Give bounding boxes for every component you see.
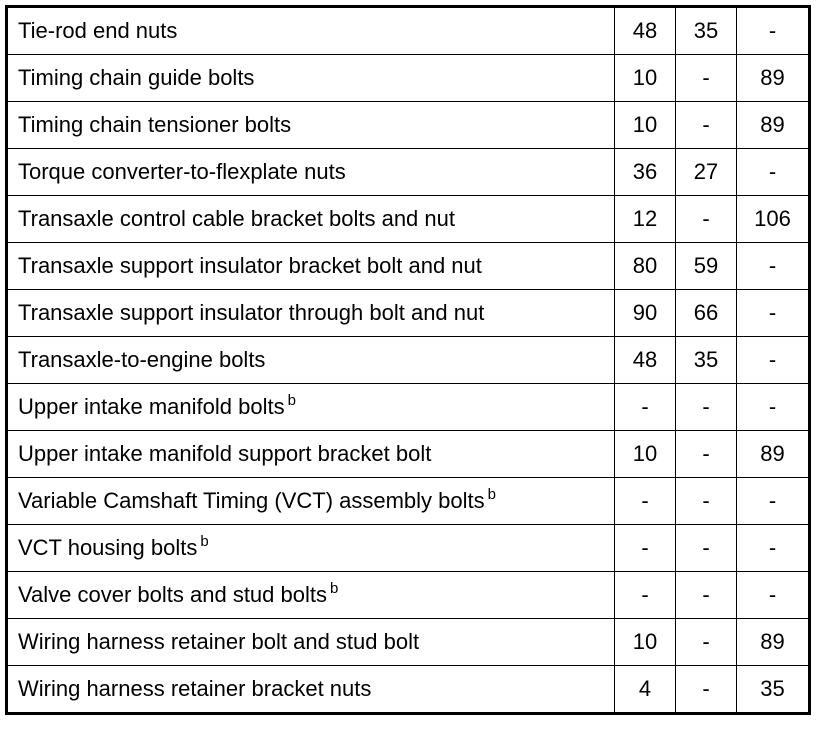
torque-ft-lbs-cell: -	[676, 478, 737, 525]
torque-in-lbs-cell: 89	[737, 55, 810, 102]
table-row	[7, 55, 810, 102]
table-row	[7, 431, 810, 478]
torque-in-lbs-cell: 89	[737, 102, 810, 149]
component-description-cell	[7, 196, 615, 243]
table-row	[7, 572, 810, 619]
table-row	[7, 478, 810, 525]
table-row	[7, 619, 810, 666]
torque-nm-cell: 48	[615, 7, 676, 55]
torque-ft-lbs-cell: 27	[676, 149, 737, 196]
component-description-text: VCT housing bolts	[18, 535, 198, 560]
torque-nm-cell: 10	[615, 55, 676, 102]
torque-in-lbs-cell: -	[737, 149, 810, 196]
footnote-marker: b	[487, 486, 496, 503]
component-description-text: Transaxle support insulator bracket bolt and nut	[18, 253, 482, 278]
torque-in-lbs-cell: -	[737, 525, 810, 572]
torque-ft-lbs-cell: 35	[676, 7, 737, 55]
torque-ft-lbs-cell: -	[676, 619, 737, 666]
component-description-cell	[7, 478, 615, 525]
table-row	[7, 525, 810, 572]
torque-nm-cell: 48	[615, 337, 676, 384]
torque-nm-cell: 10	[615, 619, 676, 666]
table-row	[7, 243, 810, 290]
component-description-cell	[7, 431, 615, 478]
table-row	[7, 290, 810, 337]
torque-ft-lbs-cell: 66	[676, 290, 737, 337]
footnote-marker: b	[330, 580, 339, 597]
torque-in-lbs-cell: -	[737, 290, 810, 337]
torque-nm-cell: 80	[615, 243, 676, 290]
component-description-text: Tie-rod end nuts	[18, 18, 178, 43]
component-description-text: Timing chain tensioner bolts	[18, 112, 292, 137]
torque-nm-cell: 10	[615, 102, 676, 149]
torque-ft-lbs-cell: -	[676, 196, 737, 243]
table-row	[7, 666, 810, 714]
component-description-text: Wiring harness retainer bolt and stud bolt	[18, 629, 420, 654]
component-description-cell	[7, 666, 615, 714]
component-description-cell	[7, 7, 615, 55]
torque-nm-cell: 36	[615, 149, 676, 196]
torque-nm-cell: -	[615, 525, 676, 572]
torque-nm-cell: -	[615, 572, 676, 619]
table-row	[7, 149, 810, 196]
torque-ft-lbs-cell: -	[676, 384, 737, 431]
torque-ft-lbs-cell: -	[676, 431, 737, 478]
component-description-cell	[7, 149, 615, 196]
footnote-marker: b	[200, 533, 209, 550]
component-description-cell	[7, 525, 615, 572]
torque-ft-lbs-cell: 59	[676, 243, 737, 290]
component-description-text: Transaxle support insulator through bolt and nut	[18, 300, 485, 325]
component-description-text: Transaxle-to-engine bolts	[18, 347, 266, 372]
component-description-cell	[7, 55, 615, 102]
component-description-text: Transaxle control cable bracket bolts and nut	[18, 206, 455, 231]
torque-in-lbs-cell: 106	[737, 196, 810, 243]
torque-ft-lbs-cell: -	[676, 666, 737, 714]
component-description-cell	[7, 619, 615, 666]
torque-nm-cell: -	[615, 478, 676, 525]
torque-in-lbs-cell: -	[737, 7, 810, 55]
torque-spec-table-body	[7, 7, 810, 714]
torque-ft-lbs-cell: -	[676, 525, 737, 572]
component-description-text: Valve cover bolts and stud bolts	[18, 582, 327, 607]
component-description-cell	[7, 243, 615, 290]
table-row	[7, 337, 810, 384]
torque-nm-cell: 12	[615, 196, 676, 243]
table-row	[7, 196, 810, 243]
torque-ft-lbs-cell: -	[676, 102, 737, 149]
table-row	[7, 7, 810, 55]
component-description-cell	[7, 337, 615, 384]
torque-nm-cell: 4	[615, 666, 676, 714]
table-row	[7, 384, 810, 431]
component-description-text: Timing chain guide bolts	[18, 65, 255, 90]
component-description-cell	[7, 290, 615, 337]
torque-spec-table	[5, 5, 811, 715]
torque-in-lbs-cell: 89	[737, 431, 810, 478]
component-description-text: Variable Camshaft Timing (VCT) assembly bolts	[18, 488, 485, 513]
torque-in-lbs-cell: -	[737, 572, 810, 619]
torque-ft-lbs-cell: 35	[676, 337, 737, 384]
torque-in-lbs-cell: -	[737, 384, 810, 431]
table-row	[7, 102, 810, 149]
component-description-text: Torque converter-to-flexplate nuts	[18, 159, 346, 184]
component-description-cell	[7, 384, 615, 431]
component-description-text: Wiring harness retainer bracket nuts	[18, 676, 372, 701]
component-description-text: Upper intake manifold support bracket bolt	[18, 441, 432, 466]
torque-ft-lbs-cell: -	[676, 55, 737, 102]
torque-in-lbs-cell: 89	[737, 619, 810, 666]
torque-ft-lbs-cell: -	[676, 572, 737, 619]
torque-in-lbs-cell: 35	[737, 666, 810, 714]
torque-in-lbs-cell: -	[737, 337, 810, 384]
torque-nm-cell: -	[615, 384, 676, 431]
torque-in-lbs-cell: -	[737, 478, 810, 525]
torque-nm-cell: 90	[615, 290, 676, 337]
footnote-marker: b	[287, 392, 296, 409]
torque-nm-cell: 10	[615, 431, 676, 478]
component-description-cell	[7, 572, 615, 619]
component-description-cell	[7, 102, 615, 149]
torque-in-lbs-cell: -	[737, 243, 810, 290]
component-description-text: Upper intake manifold bolts	[18, 394, 285, 419]
